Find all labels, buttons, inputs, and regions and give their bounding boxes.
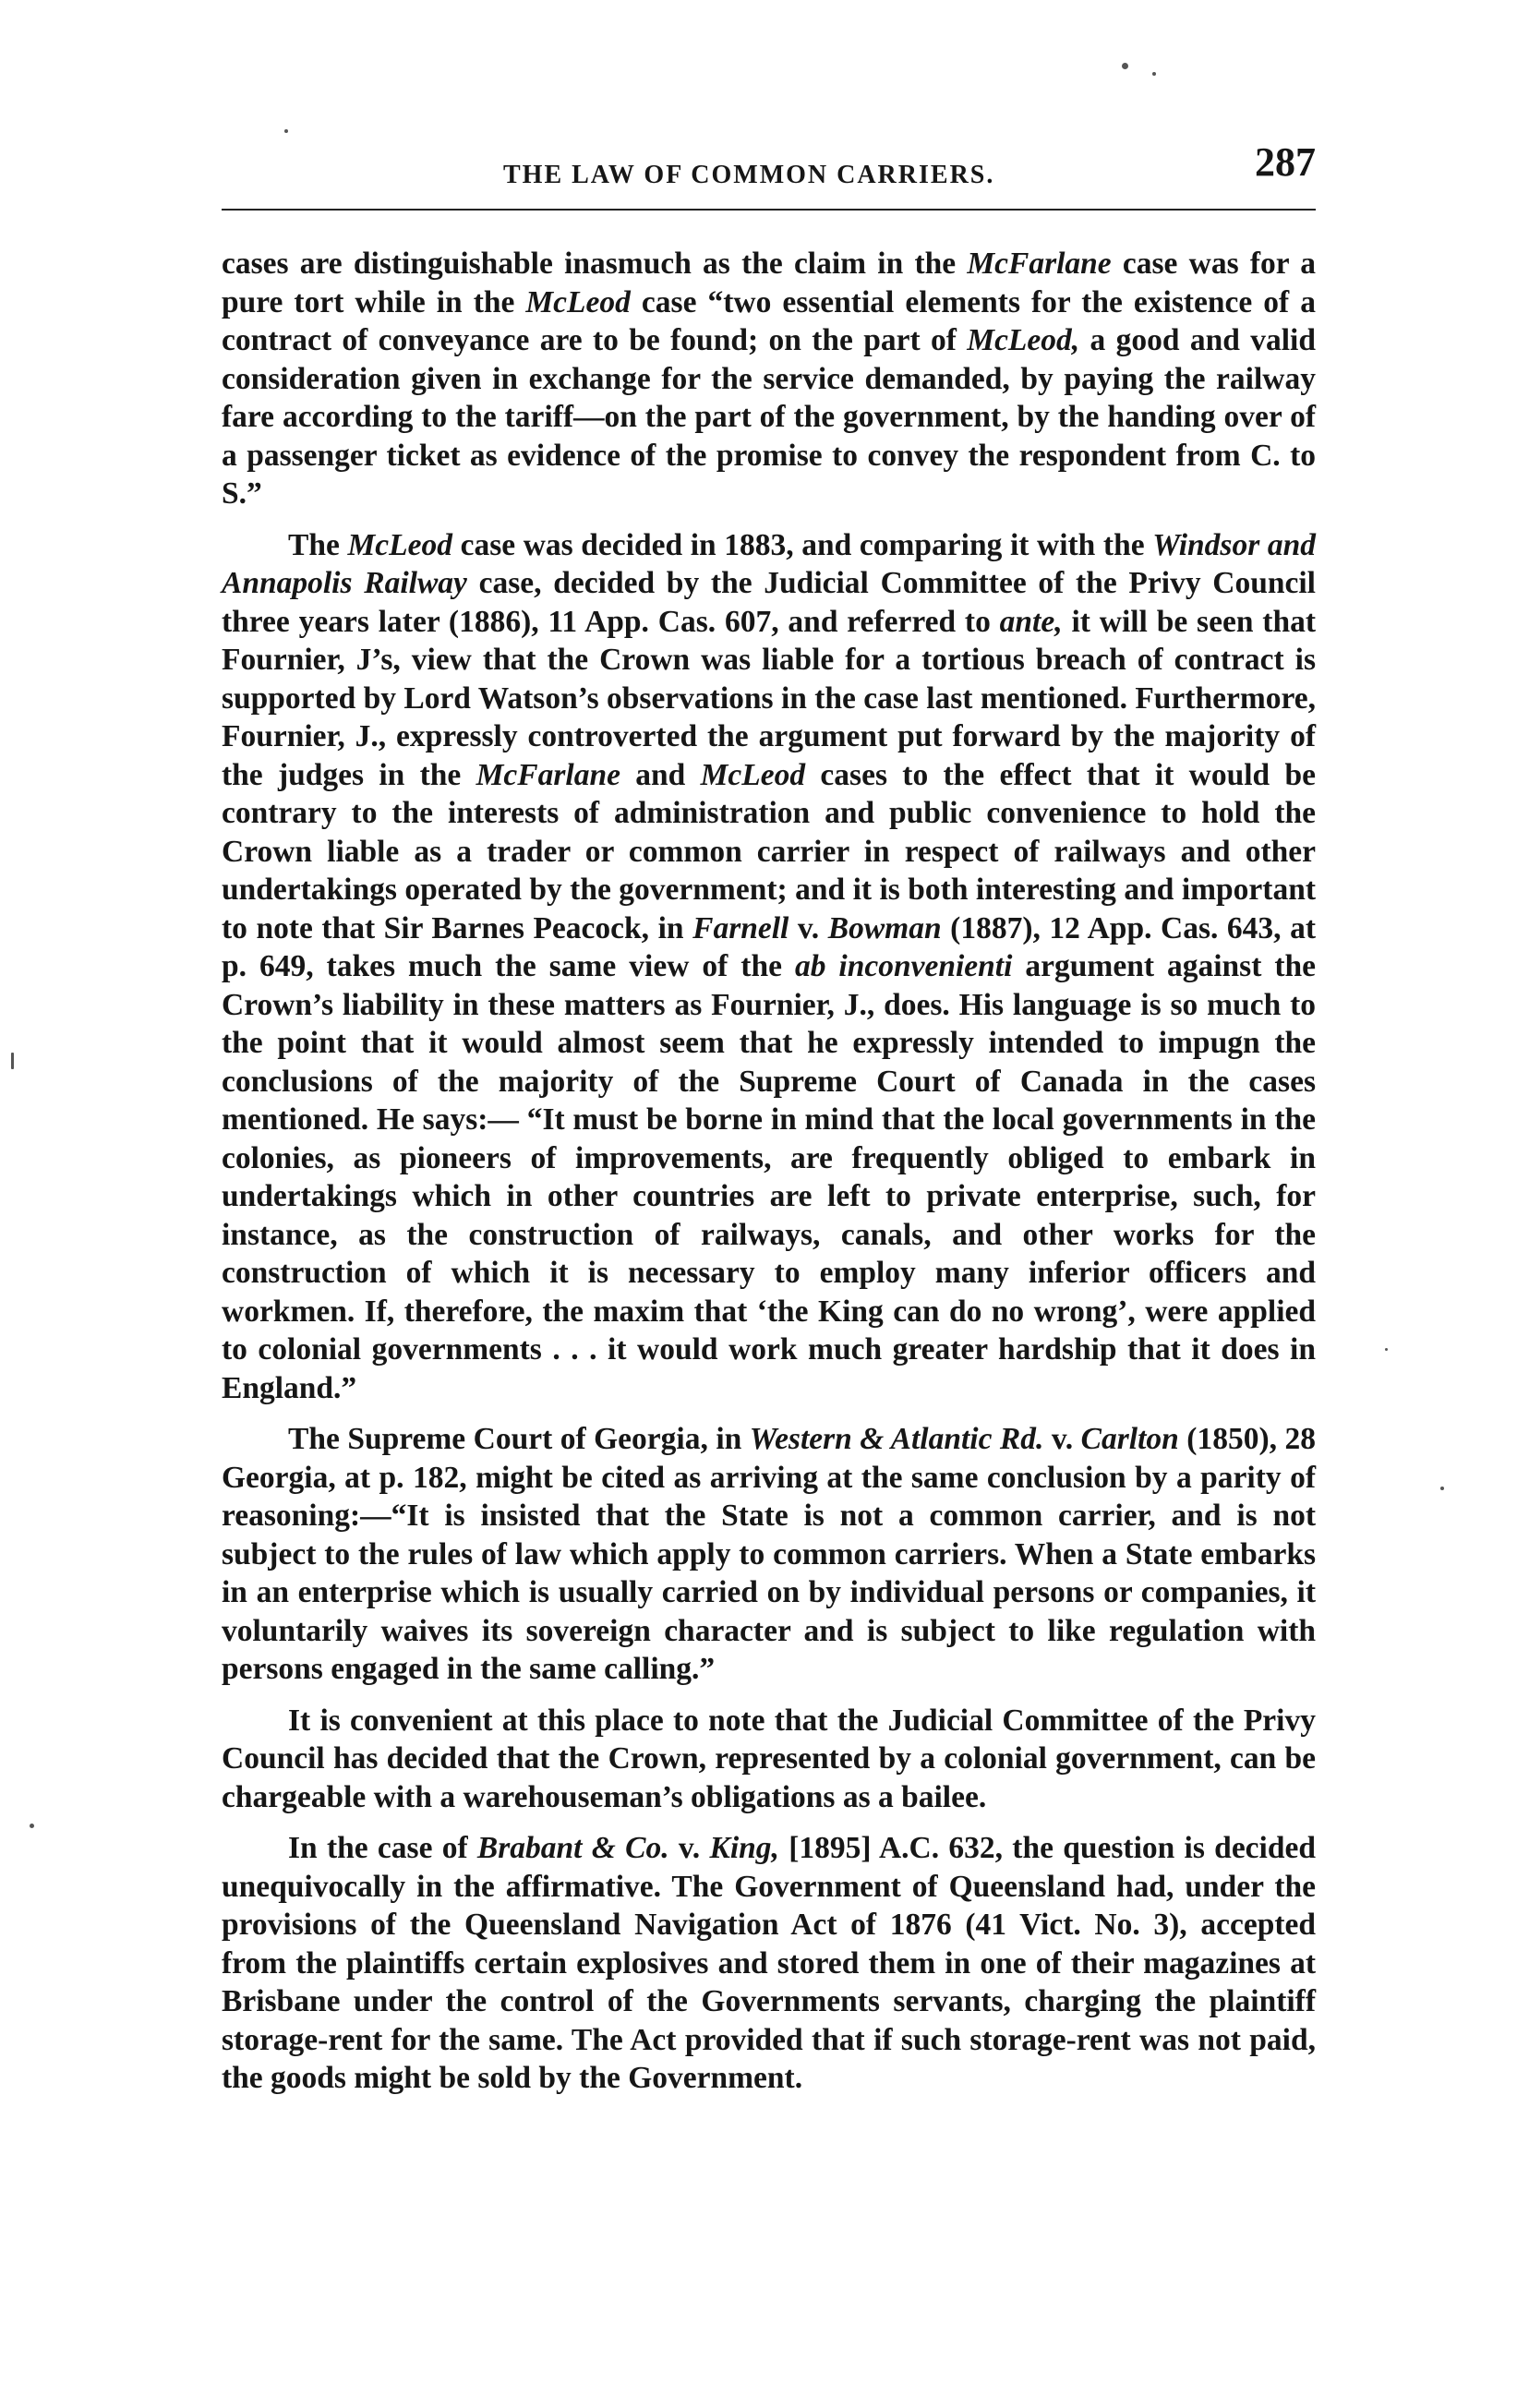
text-run: The: [288, 527, 348, 562]
text-run: and: [620, 757, 701, 792]
italic-text: Windsor and Annapolis Railway: [222, 527, 1317, 600]
text-run: It is convenient at this place to note that the Judicial Committee of the Privy Council has decided that the Crown, represented by a colonial government, can be chargeable with a warehouseman’s obligations as a bailee.: [222, 1703, 1316, 1814]
paragraph: [222, 1420, 1316, 1689]
paragraph: [222, 245, 1316, 513]
page-number: 287: [1255, 139, 1316, 185]
scan-speck: [30, 1824, 34, 1828]
text-run: (1887), 12 App. Cas. 643, at p. 649, takes much the same view of the: [222, 910, 1316, 983]
scan-speck: [284, 129, 288, 133]
text-run: a good and valid consideration given in exchange for the service demanded, by paying the railway fare according to the tariff—on the part of the government, by the handing over of a passenger ticket as evidence of the promise to convey the respondent from C. to S.”: [222, 323, 1316, 511]
text-run: case “two essential elements for the existence of a contract of conveyance are to be found; on the part of: [222, 284, 1316, 357]
running-head: THE LAW OF COMMON CARRIERS.: [503, 161, 995, 189]
text-run: v.: [789, 910, 828, 945]
italic-text: McLeod: [700, 757, 806, 792]
italic-text: Carlton: [1080, 1422, 1179, 1456]
italic-text: McLeod: [347, 527, 452, 562]
scan-speck: [1385, 1348, 1388, 1351]
italic-text: Western & Atlantic Rd.: [749, 1422, 1044, 1456]
paragraph: [222, 1829, 1316, 2098]
text-run: v.: [1043, 1422, 1081, 1456]
italic-text: McFarlane: [967, 247, 1112, 281]
italic-text: Bowman: [827, 910, 942, 945]
text-run: v.: [668, 1831, 710, 1865]
italic-text: King,: [709, 1831, 779, 1865]
scan-speck: [1440, 1487, 1444, 1490]
text-run: argument against the Crown’s liability in these matters as Fournier, J., does. His language is so much to the point that it would almost seem that he expressly intended to impugn the conclusions of the majority of the Supreme Court of Canada in the cases mentioned. He says:— “It must be borne in mind that the local governments in the colonies, as pioneers of improvements, are frequently obliged to embark in undertakings which in other countries are left to private enterprise, such, for instance, as the construction of railways, canals, and other works for the construction of which it is necessary to employ many inferior officers and workmen. If, therefore, the maxim that ‘the King can do no wrong’, were applied to colonial governments . . . it would work much greater hardship that it does in England.”: [222, 949, 1316, 1405]
scan-speck: [11, 1053, 14, 1069]
italic-text: Brabant & Co.: [476, 1831, 669, 1865]
text-run: cases are distinguishable inasmuch as the claim in the: [222, 247, 968, 281]
text-run: (1850), 28 Georgia, at p. 182, might be cited as arriving at the same conclusion by a parity of reasoning:—“It is insisted that the State is not a common carrier, and is not subject to the rules of law which apply to common carriers. When a State embarks in an enterprise which is usually carried on by individual persons or companies, it voluntarily waives its sovereign character and is subject to like regulation with persons engaged in the same calling.”: [222, 1422, 1316, 1686]
text-run: In the case of: [288, 1831, 477, 1865]
text-run: cases to the effect that it would be contrary to the interests of administration and public convenience to hold the Crown liable as a trader or common carrier in respect of railways and other undertakings operated by the government; and it is both interesting and important to note that Sir Barnes Peacock, in: [222, 757, 1317, 945]
text-run: case was decided in 1883, and comparing it with the: [451, 527, 1153, 562]
body-text: [222, 245, 1316, 2111]
text-run: it will be seen that Fournier, J’s, view that the Crown was liable for a tortious breach of contract is supported by Lord Watson’s observations in the case last mentioned. Furthermore, Fournier, J., expressly controverted the argument put forward by the majority of the judges in the: [222, 604, 1316, 792]
italic-text: ante,: [999, 604, 1063, 639]
scan-speck: [1152, 72, 1156, 76]
italic-text: McLeod: [525, 284, 631, 319]
text-run: The Supreme Court of Georgia, in: [288, 1422, 750, 1456]
paragraph: [222, 1702, 1316, 1817]
page-header: [222, 138, 1316, 212]
italic-text: ab inconvenienti: [794, 949, 1013, 983]
text-run: [1895] A.C. 632, the question is decided unequivocally in the affirmative. The Government of Queensland had, under the provisions of the Queensland Navigation Act of 1876 (41 Vict. No. 3), accepted from the plaintiffs certain explosives and stored them in one of their magazines at Brisbane under the control of the Governments servants, charging the plaintiff storage-rent for the same. The Act provided that if such storage-rent was not paid, the goods might be sold by the Government.: [222, 1831, 1316, 2095]
header-rule: [222, 209, 1316, 211]
italic-text: McLeod,: [967, 323, 1080, 357]
text-run: case, decided by the Judicial Committee of the Privy Council three years later (1886), 11 App. Cas. 607, and referred to: [222, 566, 1316, 639]
italic-text: McFarlane: [476, 757, 620, 792]
paragraph: [222, 526, 1316, 1408]
italic-text: Farnell: [692, 910, 789, 945]
scan-speck: [1122, 63, 1128, 69]
text-run: case was for a pure tort while in the: [222, 247, 1316, 319]
